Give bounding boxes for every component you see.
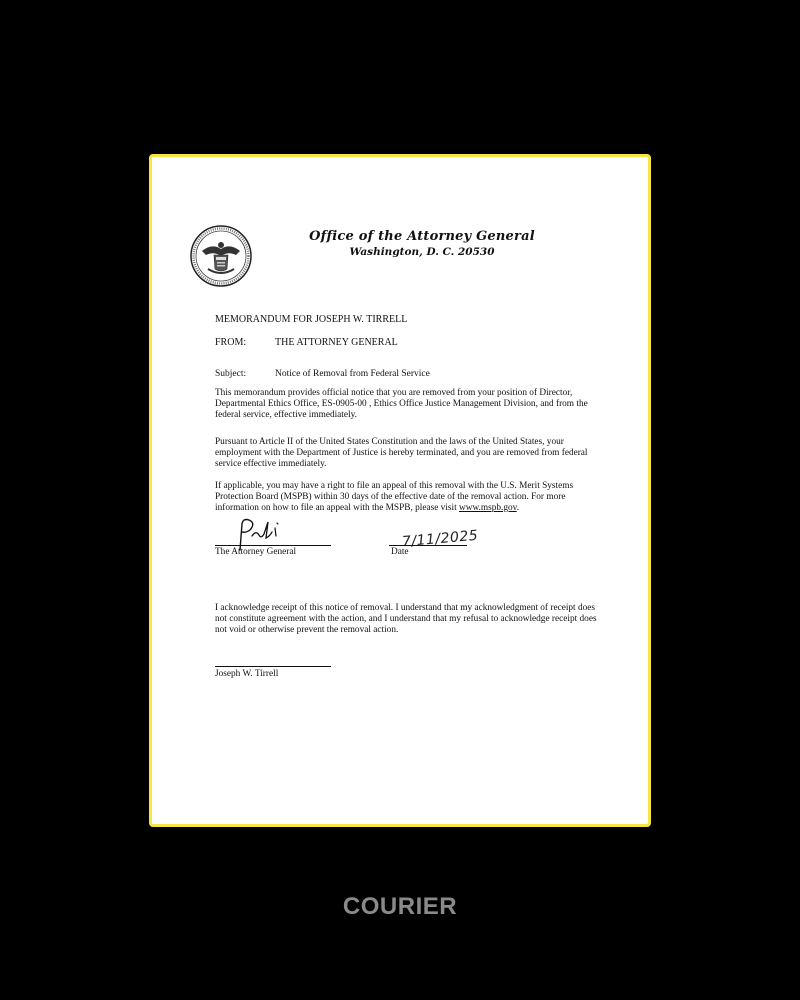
paragraph-appeal-rights <box>215 481 597 513</box>
letterhead-address: Washington, D. C. 20530 <box>349 246 495 258</box>
subject-value: Notice of Removal from Federal Service <box>275 369 430 379</box>
letterhead-title: Office of the Attorney General <box>309 229 535 244</box>
subject-label: Subject: <box>215 369 247 379</box>
date-label: Date <box>391 547 409 557</box>
appeal-text-end: . <box>516 502 520 513</box>
handwritten-date: 7/11/2025 <box>401 527 479 551</box>
signature-line-attorney-general <box>215 545 331 546</box>
appeal-text: If applicable, you may have a right to file an appeal of this removal with the U.S. Merit Systems Protection Board (MSPB) within 30 days of the effective date of the removal action. For more information on how to file an appeal with the MSPB, please visit <box>215 481 574 513</box>
document-frame <box>149 154 651 827</box>
signer-label: The Attorney General <box>215 547 297 557</box>
from-value: THE ATTORNEY GENERAL <box>275 337 398 348</box>
signature-line-employee <box>215 666 331 667</box>
paragraph-termination: Pursuant to Article II of the United States Constitution and the laws of the United States, your employment with the Department of Justice is hereby terminated, and you are removed from federal service effective immediately. <box>215 437 588 469</box>
letterhead <box>292 229 552 258</box>
paragraph-removal-notice: This memorandum provides official notice that you are removed from your position of Director, Departmental Ethics Office, ES-0905-00 , Ethics Office Justice Management Division, and from the federal service, effective immediately. <box>215 388 588 420</box>
from-label: FROM: <box>215 337 247 348</box>
doj-seal-icon <box>190 225 252 287</box>
acknowledgment-paragraph: I acknowledge receipt of this notice of removal. I understand that my acknowledgment of receipt does not constitute agreement with the action, and I understand that my refusal to acknowledge receipt does not void or otherwise prevent the removal action. <box>215 603 597 635</box>
mspb-link[interactable]: www.mspb.gov <box>459 502 517 513</box>
courier-brand-logo: COURIER <box>342 893 458 920</box>
date-line <box>389 545 467 546</box>
memorandum-for-line: MEMORANDUM FOR JOSEPH W. TIRRELL <box>215 314 408 325</box>
employee-name-label: Joseph W. Tirrell <box>215 669 279 679</box>
